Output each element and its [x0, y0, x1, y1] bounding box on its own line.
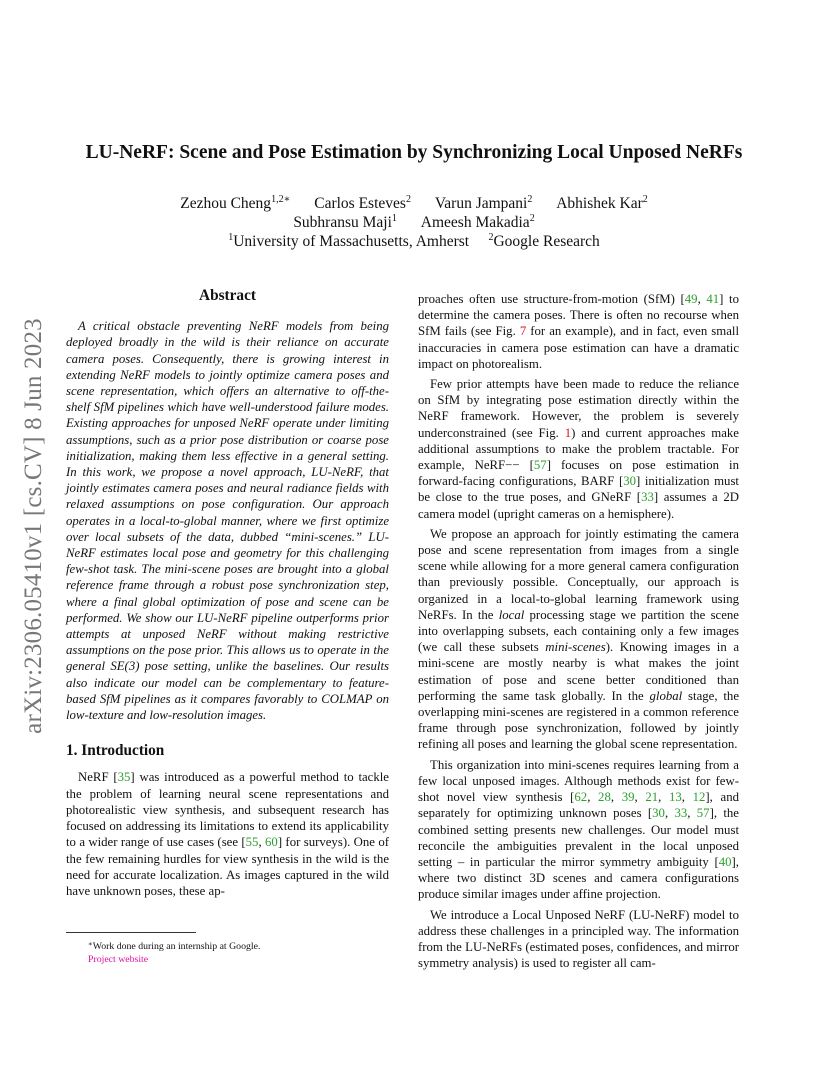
figure-ref-link[interactable]: 1: [564, 425, 572, 440]
arxiv-stamp: [22, 296, 46, 756]
right-paragraph-5: We introduce a Local Unposed NeRF (LU-NeRF) model to address these challenges in a principled way. The information from the LU-NeRFs (estimated poses, confidences, and mirror symmetry analysis) is used to register all cam-: [418, 907, 739, 971]
right-paragraph-1: proaches often use structure-from-motion (SfM) [49, 41] to determine the camera poses. There is often no recourse when SfM fails (see Fig. 7 for an example), and in fact, even small inaccuracies in camera pose estimation can have a dramatic impact on photorealism.: [418, 292, 739, 371]
citation-link[interactable]: 40: [718, 854, 732, 869]
citation-link[interactable]: 33: [674, 806, 688, 821]
citation-link[interactable]: 41: [706, 292, 720, 306]
project-website-link[interactable]: Project website: [88, 954, 149, 965]
footnote-rule: [66, 932, 196, 933]
paper-title: LU-NeRF: Scene and Pose Estimation by Synchronizing Local Unposed NeRFs: [85, 142, 743, 163]
author-line-1: [0, 194, 828, 213]
right-paragraph-4: This organization into mini-scenes requires learning from a few local unposed images. Although methods exist for few-shot novel view synthesis [62, 28, 39, 21, 13, 12], and separately for optimizing unknown poses [30, 33, 57], the combined setting presents new challenges. Our model must reconcile the ambiguities prevalent in the local unposed setting – in particular the mirror symmetry ambiguity [40], where two distinct 3D scenes and camera configurations produce similar images under affine projection.: [418, 757, 739, 902]
left-column: [66, 288, 389, 899]
right-paragraph-3: We propose an approach for jointly estimating the camera pose and scene representation from images from a single scene while allowing for a more general camera configuration than previously possible. Conceptually, our approach is organized in a local-to-global learning framework using NeRFs. In the local processing stage we partition the scene into overlapping subsets, each containing only a few images (we call these subsets mini-scenes). Knowing images in a mini-scene are mostly nearby is what makes the joint estimation of pose and scene better conditioned than performing the same task globally. In the global stage, the overlapping mini-scenes are registered in a common reference frame through pose synchronization, followed by jointly refining all poses and learning the global scene representation.: [418, 526, 739, 752]
citation-link[interactable]: 30: [652, 806, 665, 821]
section-heading-introduction: 1. Introduction: [66, 742, 165, 760]
arxiv-stamp-text: arXiv:2306.05410v1 [cs.CV] 8 Jun 2023: [20, 318, 48, 734]
affiliation: $^2$Google Research: [488, 232, 600, 250]
figure-ref-link[interactable]: 7: [519, 324, 527, 339]
affiliation-line: [0, 232, 828, 251]
author: Carlos Esteves$^2$: [314, 194, 411, 212]
right-paragraph-2: Few prior attempts have been made to reduce the reliance on SfM by integrating pose estimation directly within the NeRF framework. However, the problem is severely underconstrained (see Fig. 1) and current approaches make additional assumptions to make the problem tractable. For example, NeRF−− [57] focuses on pose estimation in forward-facing configurations, BARF [30] initialization must be close to the true poses, and GNeRF [33] assumes a 2D camera model (upright cameras on a hemisphere).: [418, 377, 740, 521]
citation-link[interactable]: 39: [621, 790, 635, 805]
citation-link[interactable]: 21: [645, 790, 659, 805]
right-column: [418, 291, 739, 971]
author-line-2: [0, 213, 828, 232]
footnote-text-line: ∗Work done during an internship at Google.: [88, 940, 261, 952]
citation-link[interactable]: 35: [117, 770, 131, 785]
citation-link[interactable]: 28: [598, 790, 611, 805]
citation-link[interactable]: 60: [265, 835, 278, 850]
citation-link[interactable]: 33: [641, 490, 654, 505]
author: Zezhou Cheng$^{1,2∗}$: [180, 194, 291, 212]
citation-link[interactable]: 57: [533, 458, 547, 473]
abstract-heading: Abstract: [199, 287, 256, 304]
citation-link[interactable]: 57: [696, 806, 710, 821]
footnote: [66, 932, 389, 966]
author: Abhishek Kar$^2$: [556, 194, 648, 212]
author: Ameesh Makadia$^2$: [420, 213, 535, 231]
citation-link[interactable]: 49: [684, 292, 698, 306]
citation-link[interactable]: 55: [245, 835, 259, 850]
author: Varun Jampani$^2$: [434, 194, 533, 212]
intro-paragraph-1: NeRF [35] was introduced as a powerful method to tackle the problem of learning neural scene representations and photorealistic view synthesis, and subsequent research has focused on addressing its limitations to extend its applicability to a wider range of use cases (see [55, 60] for surveys). One of the few remaining hurdles for view synthesis in the wild is the need for accurate localization. As images captured in the wild have unknown poses, these ap-: [66, 770, 389, 898]
author: Subhransu Maji$^1$: [293, 213, 397, 231]
abstract-text: A critical obstacle preventing NeRF models from being deployed broadly in the wild is their reliance on accurate camera poses. Consequently, there is growing interest in extending NeRF models to jointly optimize camera poses and scene representation, which offers an alternative to off-the-shelf SfM pipelines which have well-understood failure modes. Existing approaches for unposed NeRF operate under limiting assumptions, such as a prior pose distribution or coarse pose initialization, making them less effective in a general setting. In this work, we propose a novel approach, LU-NeRF, that jointly estimates camera poses and neural radiance fields with relaxed assumptions on pose configuration. Our approach operates in a local-to-global manner, where we first optimize over local subsets of the data, dubbed “mini-scenes.” LU-NeRF estimates local pose and geometry for this challenging few-shot task. The mini-scene poses are brought into a global reference frame through a robust pose synchronization step, where a final global optimization of pose and scene can be performed. We show our LU-NeRF pipeline outperforms prior attempts at unposed NeRF without making restrictive assumptions on the pose prior. This allows us to operate in the general SE(3) pose setting, unlike the baselines. Our results also indicate our model can be complementary to feature-based SfM pipelines as it compares favorably to COLMAP on low-texture and low-resolution images.: [66, 319, 389, 723]
citation-link[interactable]: 62: [574, 790, 588, 805]
citation-link[interactable]: 12: [692, 790, 706, 805]
citation-link[interactable]: 30: [623, 474, 637, 489]
affiliation: $^1$University of Massachusetts, Amherst: [228, 232, 470, 250]
citation-link[interactable]: 13: [668, 790, 682, 805]
author-block: [0, 194, 828, 251]
